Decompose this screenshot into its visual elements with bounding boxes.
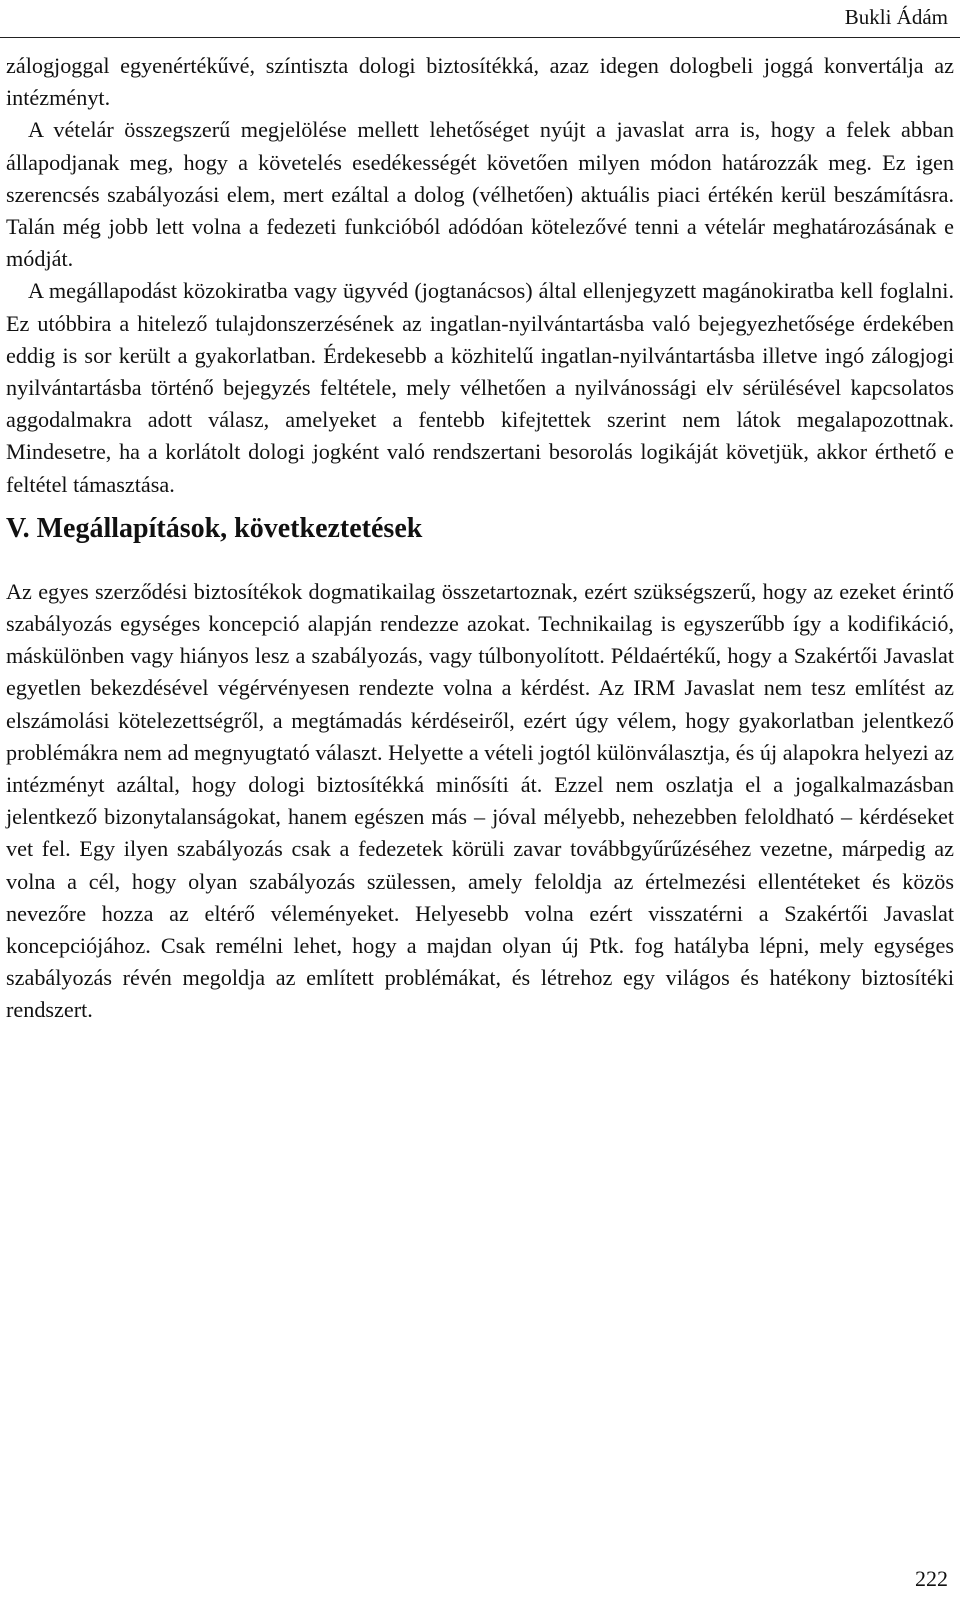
document-body — [6, 50, 954, 1027]
paragraph-continuation: zálogjoggal egyenértékűvé, színtiszta dologi biztosítékká, azaz idegen dologbeli joggá konvertálja az intézményt. — [6, 53, 954, 111]
paragraph-vetelar: A vételár összegszerű megjelölése mellett lehetőséget nyújt a javaslat arra is, hogy a felek abban állapodjanak meg, hogy a követelés esedékességét követően milyen módon határozzák meg. Ez igen szerencsés szabályozási elem, mert ezáltal a dolog (vélhetően) aktuális piaci értékén kerül beszámításra. Talán még jobb lett volna a fedezeti funkcióból adódóan kötelezővé tenni a vételár meghatározásának e módját. — [6, 117, 954, 272]
paragraph-megallapodas: A megállapodást közokiratba vagy ügyvéd (jogtanácsos) által ellenjegyzett magánokiratba kell foglalni. Ez utóbbira a hitelező tulajdonszerzésének az ingatlan-nyilvántartásba való bejegyezhetősége érdekében eddig is sor került a gyakorlatban. Érdekesebb a közhitelű ingatlan-nyilvántartásba illetve ingó zálogjogi nyilvántartásba történő bejegyzés feltétele, mely vélhetően a nyilvánossági elv sérülésével kapcsolatos aggodalmakra adott válasz, amelyeket a fentebb kifejtettek szerint nem látok megalapozottnak. Mindesetre, ha a korlátolt dologi jogként való rendszertani besorolás logikáját követjük, akkor érthető e feltétel támasztása. — [6, 278, 954, 497]
page-number: 222 — [915, 1566, 948, 1591]
header-author: Bukli Ádám — [844, 5, 948, 29]
page-header — [0, 0, 960, 38]
paragraph-conclusion: Az egyes szerződési biztosítékok dogmatikailag összetartoznak, ezért szükségszerű, hogy az ezeket érintő szabályozás egységes koncepció alapján rendezze azokat. Technikailag is egyszerűbb így a kodifikáció, máskülönben vagy hiányos lesz a szabályozás, vagy túlbonyolított. Példaértékű, hogy a Szakértői Javaslat egyetlen bekezdésével végérvényesen rendezte volna a kérdést. Az IRM Javaslat nem tesz említést az elszámolási kötelezettségről, a megtámadás kérdéseiről, ezért úgy vélem, hogy gyakorlatban jelentkező problémákra nem ad megnyugtató választ. Helyette a vételi jogtól különválasztja, és új alapokra helyezi az intézményt azáltal, hogy dologi biztosítékká minősíti át. Ezzel nem oszlatja el a jogalkalmazásban jelentkező bizonytalanságokat, hanem egészen más – jóval mélyebb, nehezebben feloldható – kérdéseket vet fel. Egy ilyen szabályozás csak a fedezetek körüli zavar továbbgyűrűzéséhez vezetne, márpedig az volna a cél, hogy olyan szabályozás szülessen, amely feloldja az értelmezési ellentéteket és közös nevezőre hozza az eltérő véleményeket. Helyesebb volna ezért visszatérni a Szakértői Javaslat koncepciójához. Csak remélni lehet, hogy a majdan olyan új Ptk. fog hatályba lépni, mely egységes szabályozás révén megoldja az említett problémákat, és létrehoz egy világos és hatékony biztosítéki rendszert. — [6, 578, 954, 1023]
section-heading: V. Megállapítások, következtetések — [6, 512, 423, 544]
